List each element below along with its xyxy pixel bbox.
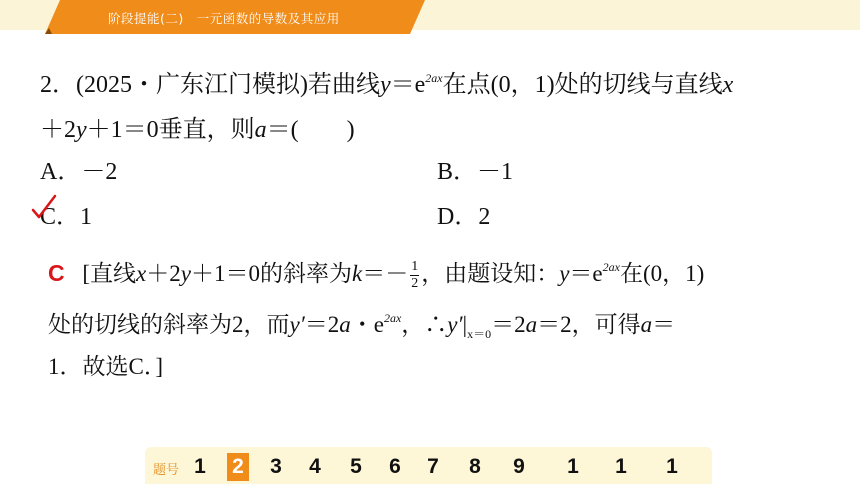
- option-label: D．: [437, 204, 479, 230]
- question-text: ＝( ): [266, 117, 355, 143]
- question-nav-item[interactable]: 3: [270, 455, 282, 478]
- solution-text: ＋1＝0的斜率为: [190, 260, 352, 286]
- question-nav-item[interactable]: 6: [389, 455, 401, 478]
- question-navigator: [145, 447, 712, 484]
- check-icon: [30, 193, 58, 223]
- solution-text: ・e: [350, 312, 384, 337]
- solution-text: ＋2: [146, 260, 181, 286]
- solution-text: [直线: [82, 260, 137, 286]
- question-nav-item[interactable]: 9: [513, 455, 525, 478]
- header-banner: [0, 0, 860, 34]
- fraction: [410, 260, 419, 291]
- option-value: －2: [81, 159, 118, 185]
- solution-line-3: 1．故选C．]: [48, 354, 163, 379]
- fraction-numerator: 1: [411, 259, 419, 274]
- question-line-1: 2．(2025・广东江门模拟)若曲线$y=e^{2ax}$在点(0，1)处的切线与直线x: [40, 71, 734, 98]
- solution-answer: C: [48, 259, 65, 286]
- question-nav-item[interactable]: 8: [469, 455, 481, 478]
- option-label: B．: [437, 159, 478, 185]
- solution-text: ，∴: [401, 312, 448, 337]
- solution-text: ＝e: [569, 260, 603, 286]
- solution-text: ＝2: [304, 312, 340, 337]
- question-nav-item[interactable]: 1: [666, 455, 678, 478]
- question-nav-item[interactable]: 1: [615, 455, 627, 478]
- option-label: C．: [40, 204, 81, 230]
- option-label: A．: [40, 159, 82, 185]
- question-text: ＋1＝0垂直，则: [86, 117, 255, 143]
- fraction-denominator: 2: [411, 276, 419, 291]
- question-nav-item[interactable]: 5: [350, 455, 362, 478]
- solution-text: 处的切线的斜率为2，而: [48, 312, 290, 337]
- question-nav-item[interactable]: 7: [427, 455, 439, 478]
- question-nav-item-current[interactable]: 2: [227, 453, 249, 481]
- solution-line-2: 处的切线的斜率为2，而y′＝2a・$e^{2ax}$，$\therefore y'|_{x=0}=2a=2$，可得a＝: [48, 311, 676, 341]
- question-text: ＋2: [40, 117, 76, 143]
- option-value: 2: [478, 204, 491, 230]
- solution-text: 在(0，1): [619, 260, 705, 286]
- question-source: (2025・广东江门模拟): [76, 72, 308, 98]
- question-number: 2．: [40, 72, 76, 98]
- question-line-2: ＋2y＋1＝0垂直，则a＝( ): [40, 117, 355, 143]
- question-navigator-label: 题号: [153, 463, 180, 478]
- question-nav-item[interactable]: 1: [194, 455, 206, 478]
- question-text: 若曲线: [307, 72, 380, 98]
- solution-text: ＝2: [491, 312, 526, 337]
- solution-line-1: C [直线x＋2y＋1＝0的斜率为k＝－ $\frac{1}{2}$ ，由题设知：$y=e^{2ax}$在(0，1): [48, 259, 705, 291]
- question-text: 在点(0，1)处的切线与直线: [442, 72, 723, 98]
- question-nav-item[interactable]: 4: [309, 455, 321, 478]
- solution-text: ＝－: [362, 260, 409, 286]
- question-nav-item[interactable]: 1: [567, 455, 579, 478]
- option-d[interactable]: [437, 205, 490, 229]
- option-value: －1: [477, 159, 514, 185]
- option-b[interactable]: [437, 160, 513, 184]
- solution-subscript: x＝0: [467, 327, 492, 341]
- option-a[interactable]: [40, 160, 117, 184]
- solution-text: ＝: [652, 312, 676, 337]
- header-title: 阶段提能(二) 一元函数的导数及其应用: [108, 11, 340, 26]
- option-value: 1: [80, 204, 93, 230]
- solution-text: ，由题设知：: [421, 260, 560, 286]
- solution-text: ＝2，可得: [537, 312, 641, 337]
